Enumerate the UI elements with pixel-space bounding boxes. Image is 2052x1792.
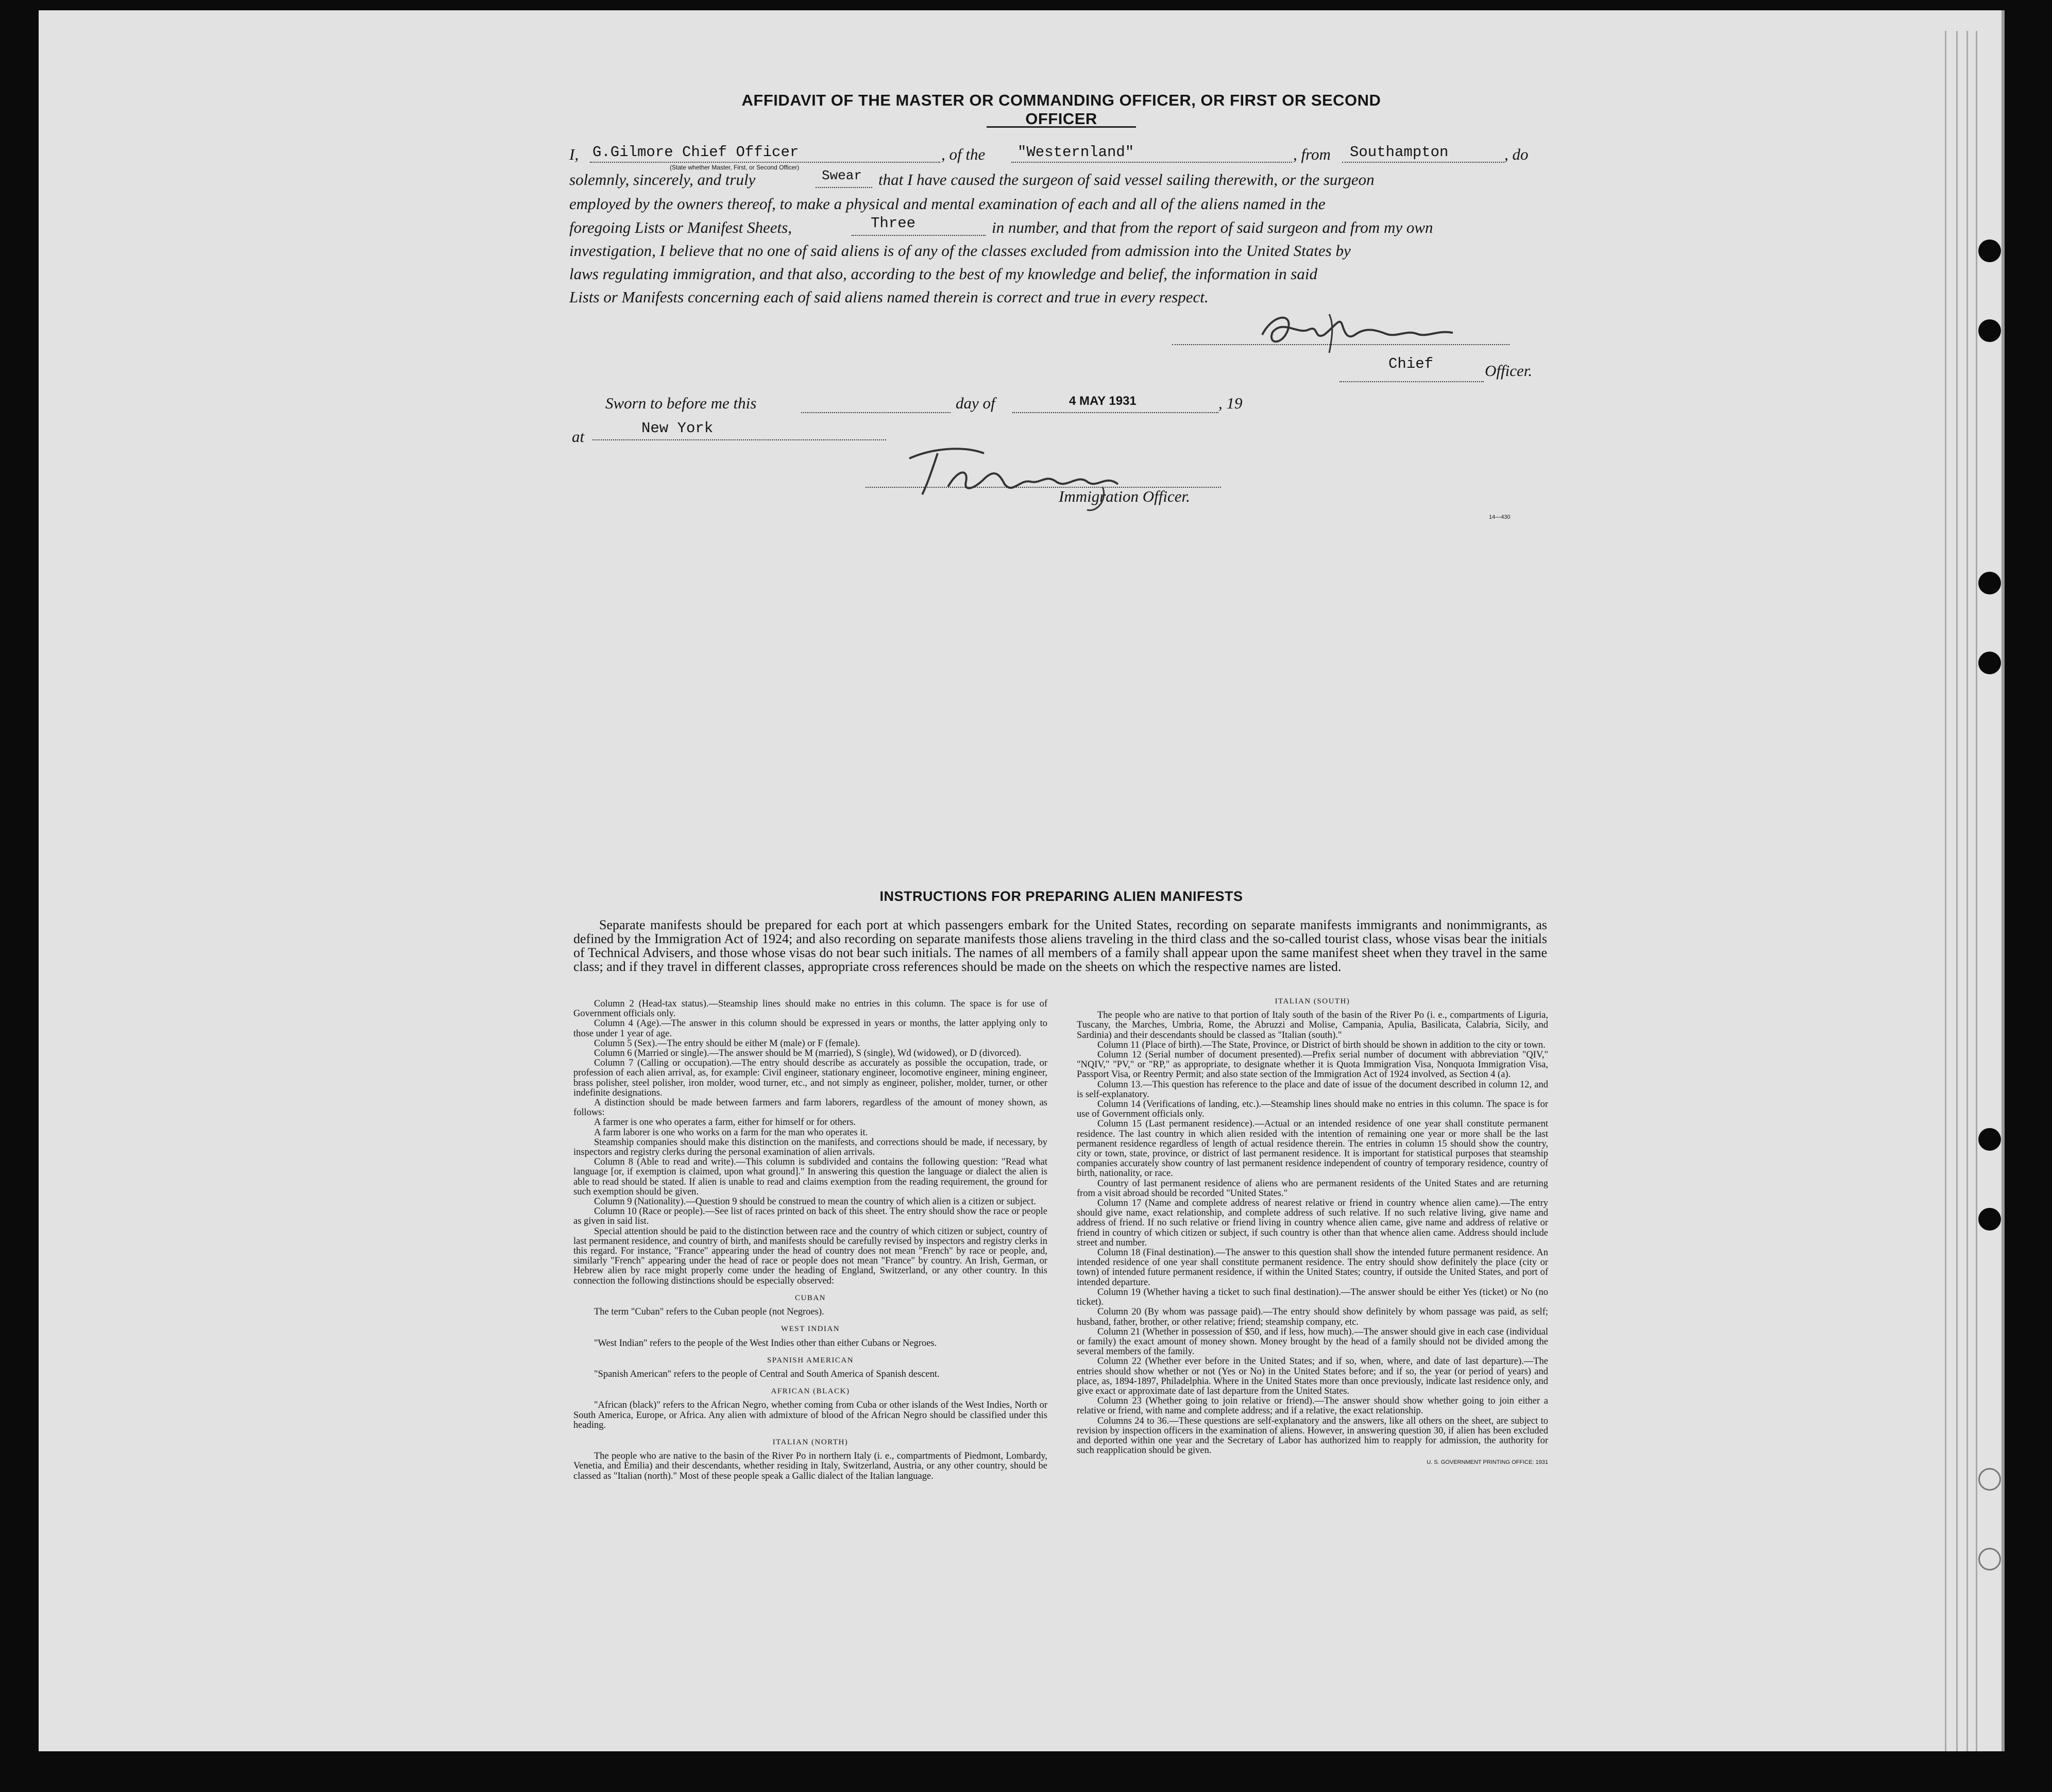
cuban-text: The term "Cuban" refers to the Cuban people (not Negroes). bbox=[594, 1307, 824, 1318]
ship-name: "Westernland" bbox=[1017, 144, 1134, 161]
at-label: at bbox=[572, 428, 585, 446]
sworn-day-of: day of bbox=[956, 394, 995, 412]
instr-farm-laborer: A farm laborer is one who works on a farm for the man who operates it. bbox=[594, 1127, 868, 1138]
affidavit-from: , from bbox=[1293, 145, 1331, 163]
instr-col7: Column 7 (Calling or occupation).—The entry should describe as accurately as possible the occupation, trade, or profession of each alien arrival, as, for example: Civil engineer, stationary engineer, locomotive engineer, mining engineer, brass polisher, steel polisher, iron molder, wood turner, etc., and not simply as engineer, polisher, molder, turner, or other indefinite designations. bbox=[573, 1058, 1047, 1098]
instr-col12: Column 12 (Serial number of document presented).—Prefix serial number of document with abbreviation "QIV," "NQIV," "PV," or "RP," as appropriate, to designate whether it is Quota Immigration Visa, Nonquota Immigration Visa, Passport Visa, or Reentry Permit; and also state section of the Immigration Act of 1924 involved, as Section 4 (a). bbox=[1077, 1050, 1548, 1080]
binder-hole bbox=[1978, 572, 2001, 594]
spanish-american-text: "Spanish American" refers to the people of Central and South America of Spanish descent. bbox=[594, 1369, 940, 1379]
affidavit-of-the: , of the bbox=[941, 145, 986, 163]
instr-col18: Column 18 (Final destination).—The answer to this question shall show the intended future permanent residence. An intended residence of one year shall constitute permanent residence. The entry should show definitely the place (city or town) of intended future permanent residence, if within the United States; country, if outside the United States, and port of intended departure. bbox=[1077, 1248, 1548, 1288]
sworn-date-stamp: 4 MAY 1931 bbox=[1069, 394, 1137, 408]
instr-farmer: A farmer is one who operates a farm, either for himself or for others. bbox=[594, 1117, 856, 1128]
binder-hole bbox=[1978, 1128, 2001, 1151]
affidavit-line-5: investigation, I believe that no one of said aliens is of any of the classes excluded from admission into the United States by bbox=[569, 242, 1351, 260]
spanish-american-heading: SPANISH AMERICAN bbox=[767, 1356, 854, 1364]
instr-col14: Column 14 (Verifications of landing, etc.).—Steamship lines should make no entries in this column. The space is for use of Government officials only. bbox=[1077, 1099, 1548, 1120]
west-indian-text: "West Indian" refers to the people of the West Indies other than either Cubans or Negroes. bbox=[594, 1338, 937, 1349]
instructions-intro: Separate manifests should be prepared for each port at which passengers embark for the United States, recording on separate manifests immigrants and nonimmigrants, as defined by the Immigration Act of 1924; and also recording on separate manifests those aliens traveling in the third class and the so-called tourist class, whose visas bear the initials of Technical Advisers, and those whose visas do not bear such initials. The names of all members of a family shall appear upon the same manifest sheet when they travel in the same class; and if they travel in different classes, appropriate cross references should be made on the sheets on which the respective names are listed. bbox=[573, 917, 1547, 974]
oath-dots bbox=[816, 187, 872, 188]
instr-col20: Column 20 (By whom was passage paid).—The entry should show definitely by whom passage was paid, as self; husband, father, brother, or other relative; friend; steamship company, etc. bbox=[1077, 1307, 1548, 1327]
instr-col24-36: Columns 24 to 36.—These questions are self-explanatory and the answers, like all others on the sheet, are subject to revision by inspection officers in the examination of aliens. However, in answering question 30, if alien has been excluded and deported within one year and the Secretary of Labor has authorized him to reapply for admission, the authority for such reapplication should be given. bbox=[1077, 1415, 1548, 1456]
instr-col6: Column 6 (Married or single).—The answer should be M (married), S (single), Wd (widowed), or D (divorced). bbox=[594, 1048, 1022, 1059]
instr-farm-distinction: A distinction should be made between farmers and farm laborers, regardless of the amount of money shown, as follows: bbox=[573, 1098, 1047, 1118]
immigration-officer-label: Immigration Officer. bbox=[1059, 487, 1190, 505]
binder-hole bbox=[1978, 1548, 2001, 1571]
instr-col19: Column 19 (Whether having a ticket to such final destination).—The answer should be either Yes (ticket) or No (no ticket). bbox=[1077, 1287, 1548, 1308]
page-edge bbox=[1966, 31, 1968, 1751]
instr-col10: Column 10 (Race or people).—See list of races printed on back of this sheet. The entry should show the race or people as given in said list. bbox=[573, 1206, 1047, 1227]
instr-col5: Column 5 (Sex).—The entry should be either M (male) or F (female). bbox=[594, 1038, 860, 1049]
italian-south-text: The people who are native to that portion of Italy south of the basin of the River Po (i. e., compartments of Liguria, Tuscany, the Marches, Umbria, Rome, the Abruzzi and Molise, Campania, Apulia, Basilicata, Calabria, Sicily, and Sardinia) and their descendants should be classed as "Italian (south)." bbox=[1077, 1010, 1548, 1040]
african-text: "African (black)" refers to the African Negro, whether coming from Cuba or other islands of the West Indies, North or South America, Europe, or Africa. Any alien with admixture of blood of the African Negro should be classified under this heading. bbox=[573, 1400, 1047, 1430]
port-name: Southampton bbox=[1350, 144, 1449, 161]
immigration-officer-signature bbox=[902, 438, 1149, 520]
signature-dots bbox=[1172, 344, 1510, 345]
page-edge bbox=[1976, 31, 1977, 1751]
instr-col8: Column 8 (Able to read and write).—This column is subdivided and contains the following question: "Read what language [or, if exemption is claimed, upon what ground]." In answering this question the language or dialect the alien is able to read should be stated. If alien is unable to read and claims exemption from the reading requirement, the ground for such exemption should be given. bbox=[573, 1157, 1047, 1197]
sworn-year: , 19 bbox=[1218, 394, 1243, 412]
sworn-day-dots bbox=[801, 412, 951, 413]
affidavit-line-6: laws regulating immigration, and that also, according to the best of my knowledge and belief, the information in said bbox=[569, 265, 1318, 283]
west-indian-heading: WEST INDIAN bbox=[781, 1325, 840, 1334]
affidavit-line-3: employed by the owners thereof, to make a physical and mental examination of each and all of the aliens named in the bbox=[569, 195, 1326, 213]
title-rule bbox=[987, 126, 1136, 128]
instr-steamship: Steamship companies should make this distinction on the manifests, and corrections should be made, if necessary, by inspectors and registry clerks during the personal examination of alien arrivals. bbox=[573, 1137, 1047, 1158]
italian-north-text: The people who are native to the basin of the River Po in northern Italy (i. e., compartments of Piedmont, Lombardy, Venetia, and Emilia) and their descendants, whether residing in Italy, Switzerland, Austria, or any other country, should be classed as "Italian (north)." Most of these people speak a Gallic dialect of the Italian language. bbox=[573, 1451, 1047, 1481]
sworn-label: Sworn to before me this bbox=[605, 394, 757, 412]
officer-label: Officer. bbox=[1485, 362, 1533, 380]
affidavit-line-7: Lists or Manifests concerning each of said aliens named therein is correct and true in every respect. bbox=[569, 288, 1209, 306]
instr-col2: Column 2 (Head-tax status).—Steamship lines should make no entries in this column. The space is for use of Government officials only. bbox=[573, 999, 1047, 1019]
oath-word: Swear bbox=[822, 168, 862, 183]
affidavit-solemnly: solemnly, sincerely, and truly bbox=[569, 170, 756, 189]
african-heading: AFRICAN (BLACK) bbox=[771, 1387, 850, 1396]
page-edge bbox=[1945, 31, 1946, 1751]
printing-office: U. S. GOVERNMENT PRINTING OFFICE: 1931 bbox=[1427, 1459, 1548, 1466]
italian-north-heading: ITALIAN (NORTH) bbox=[772, 1438, 849, 1446]
instr-col22: Column 22 (Whether ever before in the United States; and if so, when, where, and date of last departure).—The entries should show whether or not (Yes or No) in the United States before; and if so, the year (or period of years) and place, as, 1894-1897, Philadelphia. Where in the United States more than once previously, indicate last residence only, and give exact or approximate date of last departure from the United States. bbox=[1077, 1356, 1548, 1396]
sworn-place: New York bbox=[641, 420, 714, 437]
officer-rank: Chief bbox=[1388, 355, 1434, 372]
instr-col15: Column 15 (Last permanent residence).—Actual or an intended residence of one year shall constitute permanent residence. The last country in which alien resided with the intention of remaining one year or more shall be the last permanent residence regardless of length of actual residence therein. The entries in column 15 should show the country, city or town, state, province, or district of last permanent residence. It is important for statistical purposes that steamship companies accurately show country of last permanent residence independent of country of temporary residence, country of birth, nationality, or race. bbox=[1077, 1119, 1548, 1179]
sworn-month-dots bbox=[1012, 412, 1218, 413]
sheets-count: Three bbox=[871, 215, 916, 232]
italian-south-heading: ITALIAN (SOUTH) bbox=[1275, 997, 1350, 1005]
affidavit-do: , do bbox=[1504, 145, 1529, 163]
page-edge bbox=[1956, 31, 1958, 1751]
affidavit-i: I, bbox=[569, 145, 579, 163]
affidavit-surgeon: that I have caused the surgeon of said vessel sailing therewith, or the surgeon bbox=[878, 170, 1375, 189]
affidavit-in-number: in number, and that from the report of said surgeon and from my own bbox=[992, 218, 1433, 236]
form-number: 14—430 bbox=[1489, 514, 1511, 520]
binder-hole bbox=[1978, 240, 2001, 262]
sheets-dots bbox=[852, 235, 986, 236]
affidavit-title: AFFIDAVIT OF THE MASTER OR COMMANDING OFFICER, OR FIRST OR SECOND OFFICER bbox=[741, 91, 1381, 128]
officer-signature bbox=[1252, 304, 1468, 361]
officer-name: G.Gilmore Chief Officer bbox=[592, 144, 799, 161]
instr-residence-us: Country of last permanent residence of aliens who are permanent residents of the United States and are returning from a visit abroad should be recorded "United States." bbox=[1077, 1178, 1548, 1199]
place-dots bbox=[592, 439, 886, 440]
instr-col17: Column 17 (Name and complete address of nearest relative or friend in country whence alien came).—The entry should give name, exact relationship, and complete address of such relative. If no such relative living, give name and address of friend. If no such relative or friend living in country whence alien came, give name and address of relative or friend in country of which citizen or subject, if such country is other than that whence alien came. Address should include street and number. bbox=[1077, 1198, 1548, 1248]
instr-col23: Column 23 (Whether going to join relative or friend).—The answer should show whether going to join either a relative or friend, with name and complete address; and if a relative, the exact relationship. bbox=[1077, 1396, 1548, 1416]
binder-hole bbox=[1978, 1208, 2001, 1231]
instructions-left-column bbox=[573, 999, 1047, 1481]
rank-dots bbox=[1339, 381, 1484, 382]
binder-hole bbox=[1978, 1468, 2001, 1491]
instr-col13: Column 13.—This question has reference to the place and date of issue of the document described in column 12, and is self-explanatory. bbox=[1077, 1079, 1548, 1100]
instr-col11: Column 11 (Place of birth).—The State, Province, or District of birth should be shown in addition to the city or town. bbox=[1097, 1039, 1546, 1050]
instructions-right-column bbox=[1077, 997, 1548, 1468]
instr-col21: Column 21 (Whether in possession of $50, and if less, how much).—The answer should give in each case (individual or family) the exact amount of money shown. Money brought by the head of a family should not be divided among the several members of the family. bbox=[1077, 1326, 1548, 1357]
officer-caption: (State whether Master, First, or Second Officer) bbox=[670, 164, 800, 171]
instructions-title: INSTRUCTIONS FOR PREPARING ALIEN MANIFESTS bbox=[879, 889, 1243, 904]
binder-hole bbox=[1978, 319, 2001, 342]
affidavit-foregoing: foregoing Lists or Manifest Sheets, bbox=[569, 218, 792, 236]
instr-col9: Column 9 (Nationality).—Question 9 should be construed to mean the country of which alien is a citizen or subject. bbox=[594, 1197, 1037, 1207]
cuban-heading: CUBAN bbox=[794, 1293, 826, 1302]
binder-hole bbox=[1978, 652, 2001, 674]
instr-col4: Column 4 (Age).—The answer in this column should be expressed in years or months, the latter applying only to those under 1 year of age. bbox=[573, 1018, 1047, 1039]
instr-special: Special attention should be paid to the distinction between race and the country of which citizen or subject, country of last permanent residence, and country of birth, and manifests should be carefully revised by inspectors and registry clerks in this regard. For instance, "France" appearing under the head of country does not mean "French" by race or people, and, similarly "French" appearing under the head of race or people does not mean "France" by country. An Irish, German, or Hebrew alien by race might properly come under the heading of England, Switzerland, or any other country. In this connection the following distinctions should be especially observed: bbox=[573, 1226, 1047, 1286]
